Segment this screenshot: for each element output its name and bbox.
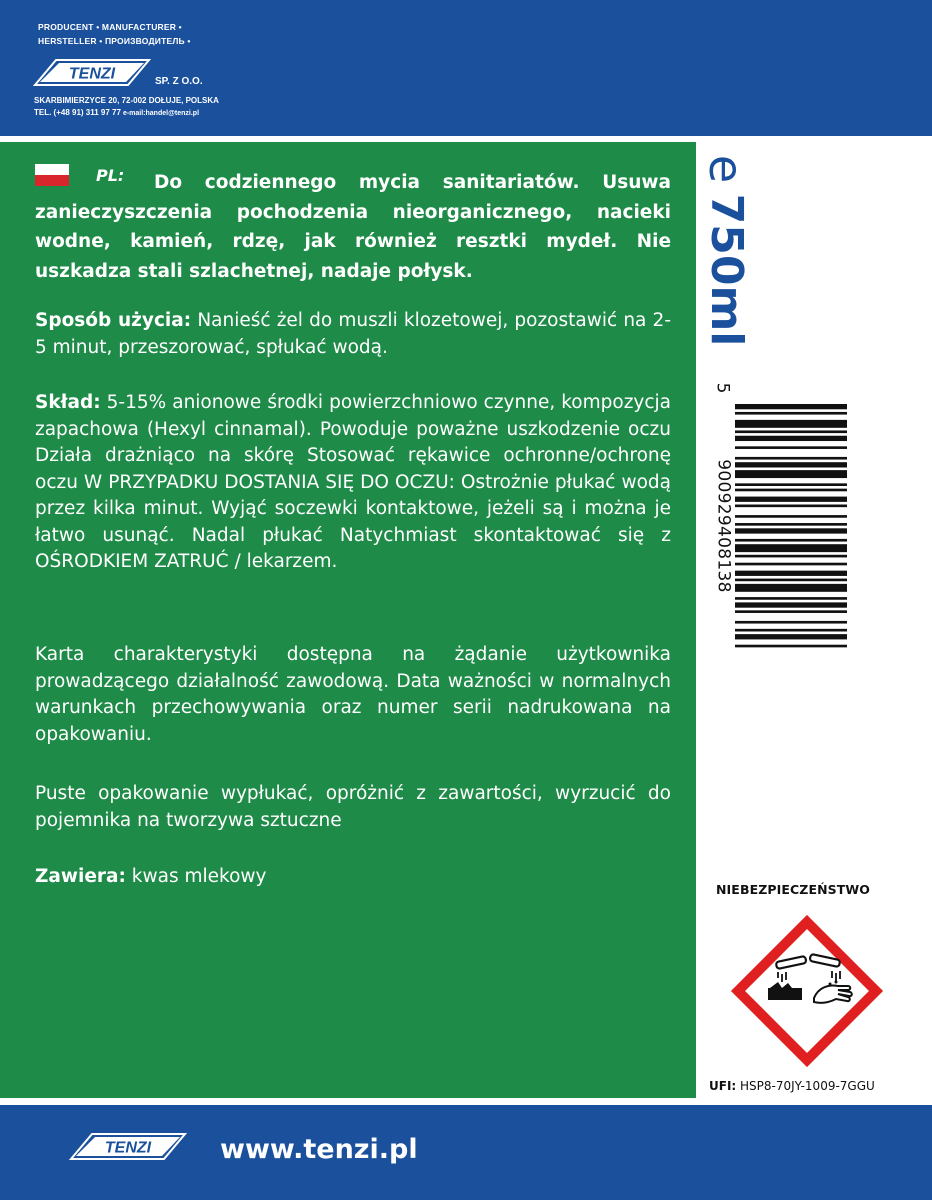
composition-label: Skład: — [35, 392, 101, 413]
barcode-bar — [735, 446, 847, 449]
ean-barcode — [735, 404, 847, 650]
estimated-sign-icon — [699, 147, 753, 191]
barcode-digits: 900929408138 — [713, 459, 734, 593]
safety-sheet-note: Karta charakterystyki dostępna na żądanie użytkownika prowadzącego działalność zawodową. Data ważności w normalnych warunkach przechowywania oraz numer serii nadrukowana na opakowaniu. — [35, 644, 671, 745]
tenzi-logo — [34, 59, 150, 86]
footer-tenzi-logo — [70, 1133, 186, 1160]
estimated-sign-glyph: e — [699, 154, 753, 184]
ufi-code — [709, 1079, 875, 1093]
barcode-bar — [735, 420, 847, 428]
barcode-bar — [735, 523, 847, 526]
ghs05-corrosion-icon — [732, 916, 882, 1066]
barcode-bar — [735, 629, 847, 632]
barcode-bar — [735, 571, 847, 576]
composition-text: 5-15% anionowe środki powierzchniowo czynne, kompozycja zapachowa (Hexyl cinnamal). Powoduje poważne uszkodzenie oczu Działa drażniąco na skórę Stosować rękawice ochronne/ochronę oczu W PRZYPADKU DOSTANIA SIĘ DO OCZU: Ostrożnie płukać wodą przez kilka minut. Wyjąć soczewki kontaktowe, jeżeli są i można je łatwo usunąć. Nadal płukać Natychmiast skontaktować się z OŚRODKIEM ZATRUĆ / lekarzem. — [35, 392, 671, 572]
ufi-value: HSP8-70JY-1009-7GGU — [736, 1079, 875, 1093]
usage-text: Nanieść żel do muszli klozetowej, pozostawić na 2-5 minut, przeszorować, spłukać wodą. — [35, 310, 671, 358]
barcode-bar — [735, 505, 847, 508]
manufacturer-roles-line1: PRODUCENT • MANUFACTURER • — [38, 22, 182, 32]
barcode-bar — [735, 489, 847, 492]
barcode-bar — [735, 555, 847, 558]
barcode-bar — [735, 579, 847, 582]
barcode-bar — [735, 563, 847, 566]
contains-text: kwas mlekowy — [125, 866, 267, 887]
company-email: e-mail:handel@tenzi.pl — [122, 110, 200, 117]
product-description: Do codziennego mycia sanitariatów. Usuwa zanieczyszczenia pochodzenia nieorganicznego, nacieki wodne, kamień, rdzę, jak również resztki mydeł. Nie uszkadza stali szlachetnej, nadaje połysk. — [35, 172, 671, 282]
company-phone: TEL. (+48 91) 311 97 77 — [34, 108, 121, 117]
manufacturer-roles-line2: HERSTELLER • ПРОИЗВОДИТЕЛЬ • — [38, 36, 191, 46]
barcode-bar — [735, 602, 847, 607]
company-suffix: SP. Z O.O. — [155, 76, 203, 87]
disposal-note: Puste opakowanie wypłukać, opróżnić z zawartości, wyrzucić do pojemnika na tworzywa sztuczne — [35, 783, 671, 831]
barcode-bar — [735, 621, 847, 624]
barcode-bar — [735, 544, 847, 552]
footer-logo-text: TENZI — [104, 1139, 152, 1157]
hazard-signal-word: NIEBEZPIECZEŃSTWO — [716, 882, 871, 897]
composition-section — [35, 390, 671, 576]
barcode-bar — [735, 457, 847, 460]
barcode-bar — [735, 483, 847, 486]
language-code: PL: — [96, 166, 125, 185]
barcode-bar — [735, 528, 847, 533]
barcode-bar — [735, 497, 847, 502]
usage-instructions — [35, 308, 671, 361]
barcode-bar — [735, 404, 847, 409]
company-address: SKARBIMIERZYCE 20, 72-002 DOŁUJE, POLSKA — [34, 96, 219, 105]
barcode-lead-digit: 5 — [712, 382, 733, 394]
ufi-label: UFI: — [709, 1079, 737, 1093]
barcode-bar — [735, 436, 847, 441]
barcode-bar — [735, 584, 847, 592]
barcode-bar — [735, 634, 847, 639]
barcode-bar — [735, 610, 847, 613]
barcode-bar — [735, 539, 847, 542]
barcode-bar — [735, 645, 847, 648]
barcode-bar — [735, 597, 847, 600]
contains-label: Zawiera: — [35, 866, 126, 887]
barcode-bar — [735, 412, 847, 415]
volume-label: 750ml — [701, 193, 752, 347]
barcode-bar — [735, 515, 847, 518]
usage-label: Sposób użycia: — [35, 310, 192, 331]
barcode-bar — [735, 430, 847, 433]
contains-section — [35, 864, 671, 891]
barcode-bar — [735, 470, 847, 478]
tenzi-logo-text: TENZI — [68, 65, 116, 83]
company-contact — [34, 108, 199, 117]
website-link[interactable]: www.tenzi.pl — [220, 1134, 418, 1165]
barcode-bar — [735, 462, 847, 467]
